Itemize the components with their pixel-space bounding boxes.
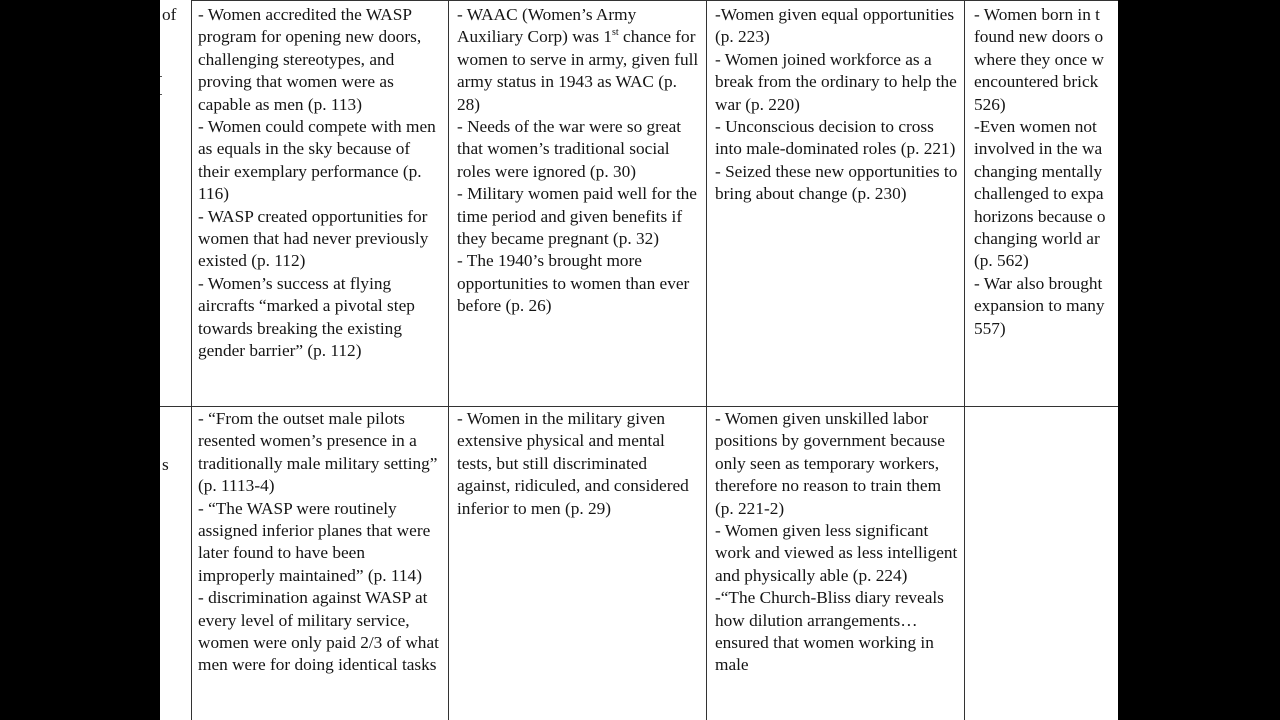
cell-entry: - “The WASP were routinely assigned inferior planes that were later found to have been improperly maintained” (p. 114) xyxy=(198,498,431,585)
column-divider xyxy=(448,0,449,720)
document-page xyxy=(160,0,1118,720)
cell-entry: - WASP created opportunities for women that had never previously existed (p. 112) xyxy=(198,206,429,271)
cell-entry: - The 1940’s brought more opportunities to women than ever before (p. 26) xyxy=(457,251,690,316)
cell-row1-col3 xyxy=(715,4,959,404)
cell-line: changing mentally xyxy=(974,161,1103,181)
cell-line: expansion to many xyxy=(974,296,1105,316)
cell-line: 557) xyxy=(974,318,1006,338)
row-divider xyxy=(160,406,1118,407)
cell-line: 526) xyxy=(974,94,1006,114)
cell-entry: - Unconscious decision to cross into male-dominated roles (p. 221) xyxy=(715,117,956,159)
cell-line: challenged to expa xyxy=(974,184,1104,204)
column-divider xyxy=(191,0,192,720)
cell-line: found new doors o xyxy=(974,27,1104,47)
cell-line: where they once w xyxy=(974,49,1105,69)
cell-row1-col4 xyxy=(974,4,1118,404)
cell-entry: - discrimination against WASP at every level of military service, women were only paid 2/3 of what men were for doing identical tasks xyxy=(198,588,439,675)
row-divider xyxy=(191,0,1118,1)
cell-line: changing world ar xyxy=(974,229,1100,249)
cell-row1-col1 xyxy=(198,4,444,404)
cell-entry: - Women given less significant work and viewed as less intelligent and physically able (p. 224) xyxy=(715,521,958,585)
stub-label-row-1: of xyxy=(162,5,177,24)
cell-entry: - Women joined workforce as a break from the ordinary to help the war (p. 220) xyxy=(715,49,957,114)
stub-mark xyxy=(160,94,162,95)
cell-row2-col3 xyxy=(715,408,959,720)
cell-line: (p. 562) xyxy=(974,251,1029,271)
cell-entry: - Needs of the war were so great that women’s traditional social roles were ignored (p. 30) xyxy=(457,117,682,181)
cell-line: horizons because o xyxy=(974,206,1106,226)
cell-row2-col4-empty xyxy=(974,408,1118,720)
column-divider xyxy=(706,0,707,720)
cell-row1-col2 xyxy=(457,4,701,404)
stub-label-row-2: s xyxy=(162,455,169,474)
cell-entry: -“The Church-Bliss diary reveals how dilution arrangements…ensured that women working in male xyxy=(715,588,944,675)
stub-mark xyxy=(160,76,162,77)
cell-entry: - Women in the military given extensive physical and mental tests, but still discriminated against, ridiculed, and considered inferior to men (p. 29) xyxy=(457,409,689,518)
cell-entry: - Women’s success at flying aircrafts “marked a pivotal step towards breaking the existing gender barrier” (p. 112) xyxy=(198,273,415,361)
cell-row2-col1 xyxy=(198,408,444,720)
cell-line: involved in the wa xyxy=(974,139,1103,159)
column-divider xyxy=(964,0,965,720)
cell-entry: - Military women paid well for the time period and given benefits if they became pregnant (p. 32) xyxy=(457,184,697,249)
cell-entry: - Women could compete with men as equals in the sky because of their exemplary performance (p. 116) xyxy=(198,117,436,204)
cell-entry: - Seized these new opportunities to bring about change (p. 230) xyxy=(715,161,958,204)
cell-entry: - Women given unskilled labor positions by government because only seen as temporary workers, therefore no reason to train them (p. 221-2) xyxy=(715,409,945,518)
cell-line: -Even women not xyxy=(974,117,1097,137)
cell-entry: - “From the outset male pilots resented women’s presence in a traditionally male military setting” (p. 1113-4) xyxy=(198,409,438,496)
cell-line: encountered brick xyxy=(974,72,1099,92)
cell-line: - Women born in t xyxy=(974,5,1100,24)
cell-line: - War also brought xyxy=(974,273,1103,293)
cell-entry: - Women accredited the WASP program for opening new doors, challenging stereotypes, and proving that women were as capable as men (p. 113) xyxy=(198,5,422,114)
cell-entry: - WAAC (Women’s Army Auxiliary Corp) was 1st chance for women to serve in army, given full army status in 1943 as WAC (p. 28) xyxy=(457,5,699,114)
cell-entry: -Women given equal opportunities (p. 223) xyxy=(715,5,955,47)
cell-row2-col2 xyxy=(457,408,701,720)
